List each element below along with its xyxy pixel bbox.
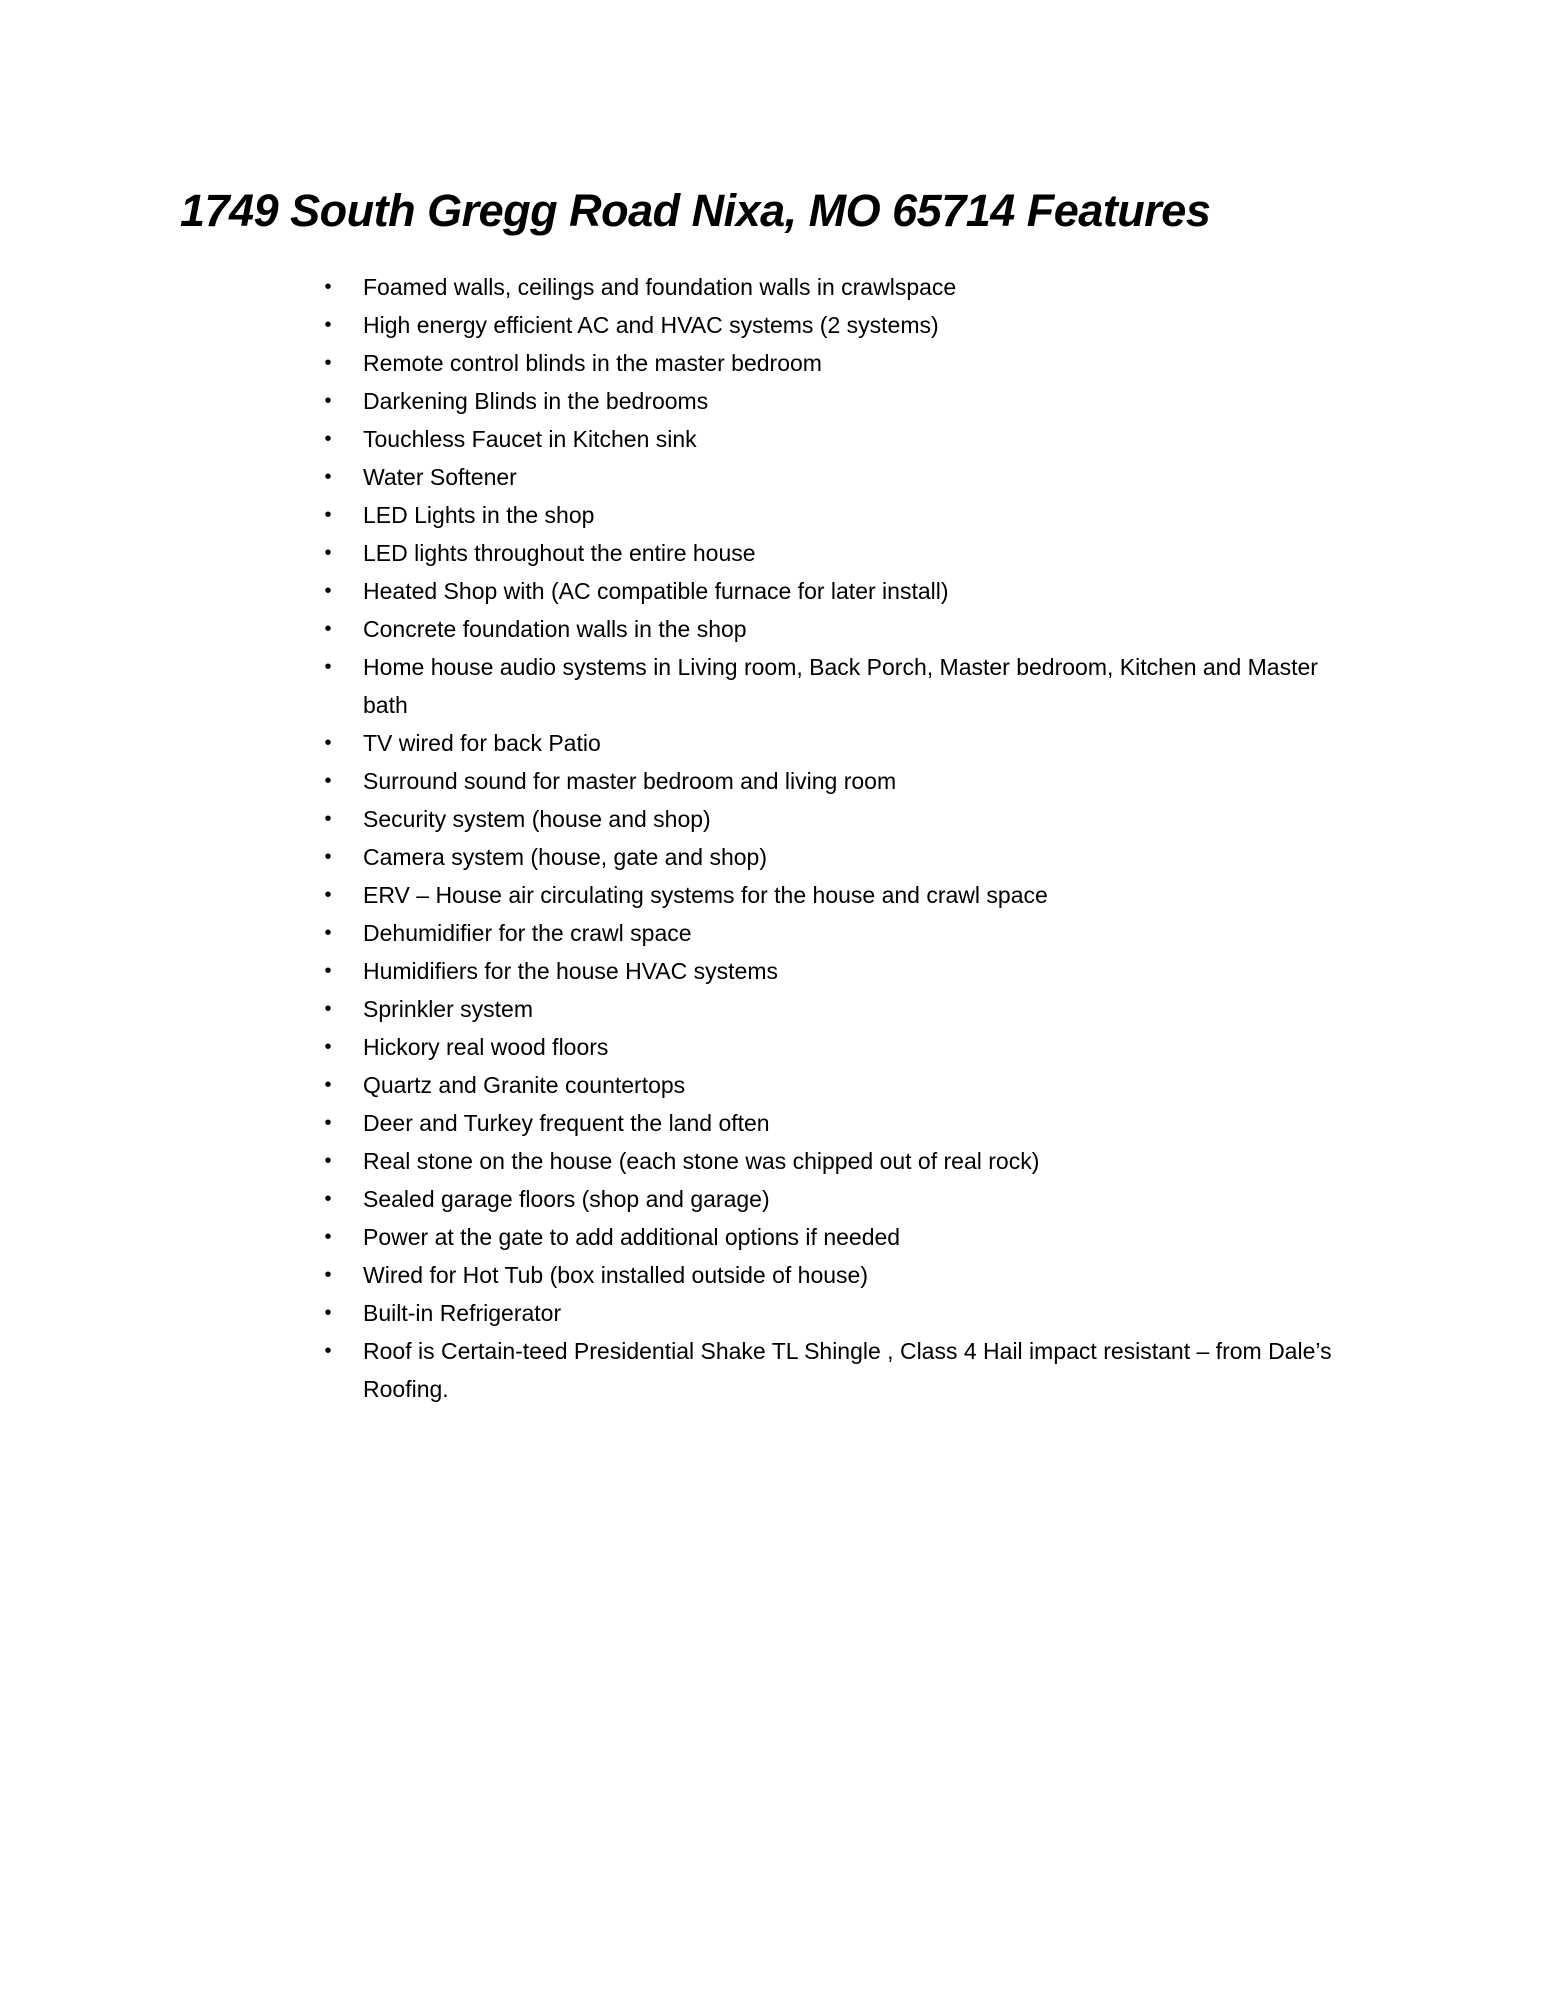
bullet-icon: • [324,1112,332,1134]
feature-text: Roof is Certain-teed Presidential Shake TL Shingle , Class 4 Hail impact resistant – from Dale’s Roofing. [363,1338,1332,1402]
list-item [0,1028,1343,1066]
bullet-icon: • [324,656,332,678]
list-item [0,382,1343,420]
feature-text: Wired for Hot Tub (box installed outside of house) [363,1262,868,1288]
feature-text: Real stone on the house (each stone was chipped out of real rock) [363,1148,1040,1174]
feature-text: Home house audio systems in Living room, Back Porch, Master bedroom, Kitchen and Master bath [363,654,1318,718]
bullet-icon: • [324,428,332,450]
list-item [0,268,1343,306]
bullet-icon: • [324,314,332,336]
list-item [0,876,1343,914]
bullet-icon: • [324,884,332,906]
list-item [0,724,1343,762]
bullet-icon: • [324,580,332,602]
bullet-icon: • [324,998,332,1020]
feature-text: LED lights throughout the entire house [363,540,756,566]
bullet-icon: • [324,960,332,982]
bullet-icon: • [324,1264,332,1286]
feature-text: Dehumidifier for the crawl space [363,920,692,946]
list-item [0,344,1343,382]
bullet-icon: • [324,922,332,944]
list-item [0,838,1343,876]
bullet-icon: • [324,390,332,412]
feature-text: Power at the gate to add additional options if needed [363,1224,901,1250]
feature-text: Security system (house and shop) [363,806,711,832]
bullet-icon: • [324,1188,332,1210]
feature-text: Hickory real wood floors [363,1034,609,1060]
bullet-icon: • [324,808,332,830]
list-item [0,1066,1343,1104]
bullet-icon: • [324,846,332,868]
bullet-icon: • [324,504,332,526]
bullet-icon: • [324,1150,332,1172]
feature-text: Quartz and Granite countertops [363,1072,686,1098]
list-item [0,1294,1343,1332]
bullet-icon: • [324,1226,332,1248]
feature-text: Camera system (house, gate and shop) [363,844,767,870]
list-item [0,496,1343,534]
list-item [0,420,1343,458]
feature-text: TV wired for back Patio [363,730,601,756]
page-title: 1749 South Gregg Road Nixa, MO 65714 Features [180,185,1211,236]
list-item [0,990,1343,1028]
list-item [0,306,1343,344]
bullet-icon: • [324,618,332,640]
bullet-icon: • [324,1302,332,1324]
feature-text: Foamed walls, ceilings and foundation walls in crawlspace [363,274,957,300]
bullet-icon: • [324,276,332,298]
list-item [0,914,1343,952]
list-item [0,1142,1343,1180]
feature-text: Touchless Faucet in Kitchen sink [363,426,697,452]
list-item [0,1256,1343,1294]
feature-text: Darkening Blinds in the bedrooms [363,388,709,414]
list-item [0,1104,1343,1142]
feature-text: Heated Shop with (AC compatible furnace for later install) [363,578,949,604]
bullet-icon: • [324,1036,332,1058]
list-item [0,1180,1343,1218]
list-item [0,572,1343,610]
feature-text: Deer and Turkey frequent the land often [363,1110,770,1136]
feature-text: Remote control blinds in the master bedroom [363,350,822,376]
list-item [0,762,1343,800]
list-item [0,610,1343,648]
feature-text: LED Lights in the shop [363,502,595,528]
bullet-icon: • [324,1074,332,1096]
list-item [0,648,1343,724]
bullet-icon: • [324,466,332,488]
bullet-icon: • [324,352,332,374]
bullet-icon: • [324,770,332,792]
feature-text: Water Softener [363,464,517,490]
list-item [0,952,1343,990]
feature-text: Sprinkler system [363,996,533,1022]
feature-text: Humidifiers for the house HVAC systems [363,958,778,984]
bullet-icon: • [324,542,332,564]
feature-text: Sealed garage floors (shop and garage) [363,1186,770,1212]
feature-text: Surround sound for master bedroom and living room [363,768,897,794]
list-item [0,800,1343,838]
feature-text: High energy efficient AC and HVAC systems (2 systems) [363,312,939,338]
list-item [0,458,1343,496]
features-list [0,268,1545,1408]
bullet-icon: • [324,1340,332,1362]
bullet-icon: • [324,732,332,754]
list-item [0,1332,1343,1408]
feature-text: Concrete foundation walls in the shop [363,616,747,642]
list-item [0,534,1343,572]
list-item [0,1218,1343,1256]
feature-text: Built-in Refrigerator [363,1300,562,1326]
feature-text: ERV – House air circulating systems for the house and crawl space [363,882,1048,908]
